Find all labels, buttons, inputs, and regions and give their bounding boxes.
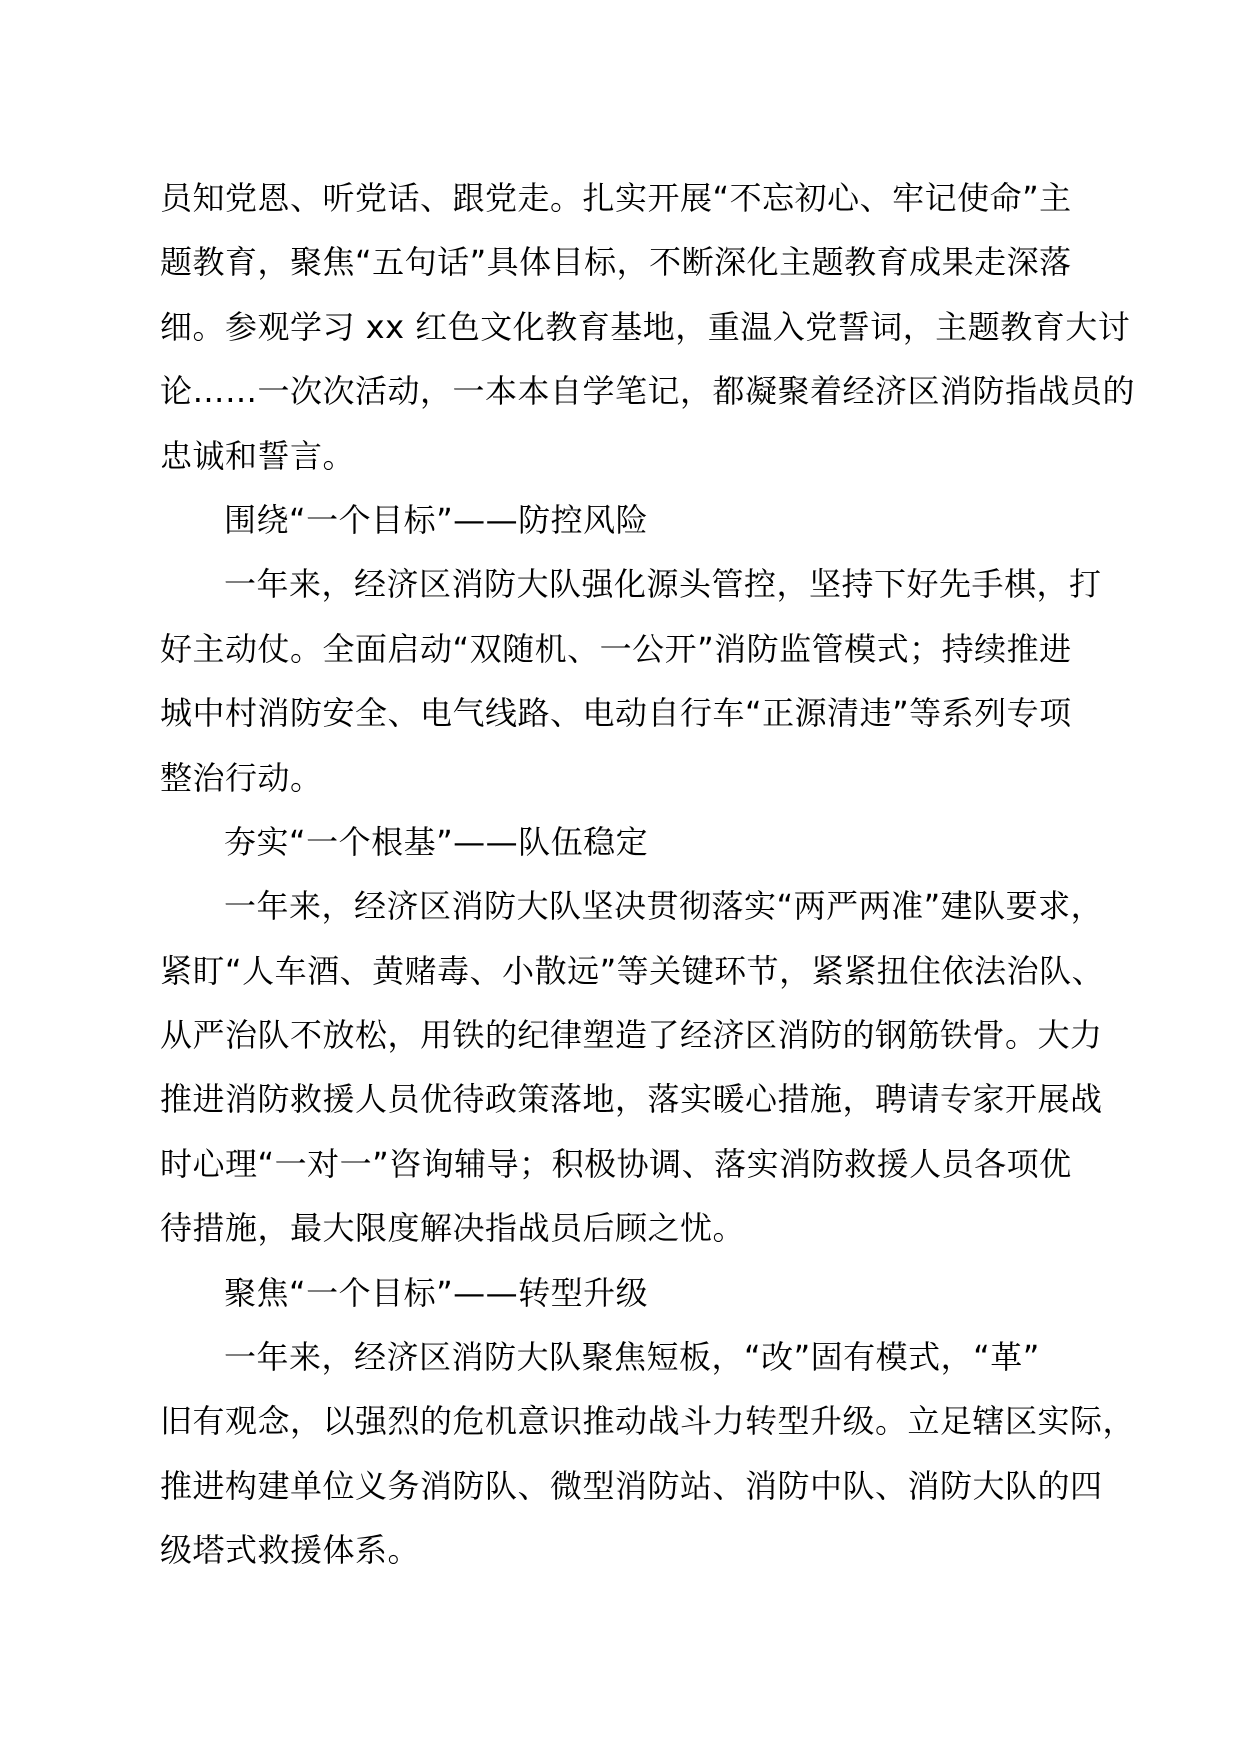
body-text-line: 时心理“一对一”咨询辅导；积极协调、落实消防救援人员各项优	[160, 1144, 1072, 1183]
body-text-line: 推进构建单位义务消防队、微型消防站、消防中队、消防大队的四	[160, 1466, 1103, 1505]
body-text-line: 从严治队不放松，用铁的纪律塑造了经济区消防的钢筋铁骨。大力	[160, 1016, 1103, 1055]
body-text-line: 旧有观念，以强烈的危机意识推动战斗力转型升级。立足辖区实际，	[160, 1402, 1136, 1441]
body-text-line: 题教育，聚焦“五句话”具体目标，不断深化主题教育成果走深落	[160, 243, 1072, 282]
paragraph-first-line: 一年来，经济区消防大队聚焦短板，“改”固有模式，“革”	[224, 1338, 1040, 1377]
body-text-line: 好主动仗。全面启动“双随机、一公开”消防监管模式；持续推进	[160, 629, 1072, 668]
section-heading: 聚焦“一个目标”——转型升级	[224, 1273, 649, 1312]
body-text-line: 员知党恩、听党话、跟党走。扎实开展“不忘初心、牢记使命”主	[160, 179, 1072, 217]
paragraph-first-line: 一年来，经济区消防大队坚决贯彻落实“两严两准”建队要求，	[224, 887, 1104, 926]
body-text-line: 整治行动。	[160, 758, 323, 797]
body-text-line: 细。参观学习 xx 红色文化教育基地，重温入党誓词，主题教育大讨	[160, 307, 1131, 346]
body-text-line: 城中村消防安全、电气线路、电动自行车“正源清违”等系列专项	[160, 694, 1072, 733]
body-text-line: 忠诚和誓言。	[160, 436, 356, 475]
section-heading: 围绕“一个目标”——防控风险	[224, 500, 649, 539]
body-text-line: 紧盯“人车酒、黄赌毒、小散远”等关键环节，紧紧扭住依法治队、	[160, 951, 1105, 990]
document-body	[160, 166, 1136, 1583]
section-heading: 夯实“一个根基”——队伍稳定	[224, 822, 649, 861]
body-text-line: 级塔式救援体系。	[160, 1531, 421, 1570]
paragraph-first-line: 一年来，经济区消防大队强化源头管控，坚持下好先手棋，打	[224, 565, 1102, 604]
body-text-line: 论……一次次活动，一本本自学笔记，都凝聚着经济区消防指战员的	[160, 372, 1136, 411]
body-text-line: 待措施，最大限度解决指战员后顾之忧。	[160, 1209, 746, 1248]
body-text-line: 推进消防救援人员优待政策落地，落实暖心措施，聘请专家开展战	[160, 1080, 1103, 1119]
